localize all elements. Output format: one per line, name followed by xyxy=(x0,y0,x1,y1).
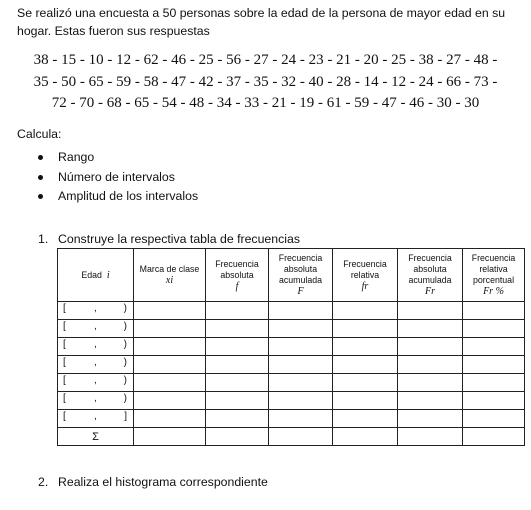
data-line: 35 - 50 - 65 - 59 - 58 - 47 - 42 - 37 - 35 - 32 - 40 - 28 - 14 - 12 - 24 - 66 - 73 - xyxy=(33,73,498,90)
header-frecuencia-relativa: Frecuencia relativa fr xyxy=(333,249,398,302)
table-row xyxy=(58,320,525,338)
question-2: 2. Realiza el histograma correspondiente xyxy=(38,475,268,489)
list-item: Número de intervalos xyxy=(38,170,198,190)
list-item: Rango xyxy=(38,150,198,170)
survey-data xyxy=(0,50,531,115)
data-line: 38 - 15 - 10 - 12 - 62 - 46 - 25 - 56 - 27 - 24 - 23 - 21 - 20 - 25 - 38 - 27 - 48 - xyxy=(33,52,498,68)
header-frecuencia-porcentual: Frecuencia relativa porcentual Fr % xyxy=(463,249,525,302)
table-header-row xyxy=(58,249,525,302)
header-marca-clase: Marca de clase xi xyxy=(134,249,206,302)
table-row xyxy=(58,392,525,410)
frequency-table xyxy=(57,248,525,446)
bullet-icon xyxy=(38,194,43,199)
interval-cell: [ , ) xyxy=(63,393,127,404)
table-row xyxy=(58,410,525,428)
interval-cell: [ , ) xyxy=(63,321,127,332)
header-frecuencia-relativa-acumulada: Frecuencia absoluta acumulada Fr xyxy=(398,249,463,302)
table-row xyxy=(58,356,525,374)
table-row xyxy=(58,338,525,356)
bullet-icon xyxy=(38,175,43,180)
interval-cell: [ , ) xyxy=(63,303,127,314)
interval-cell: [ , ] xyxy=(63,411,127,422)
list-item: Amplitud de los intervalos xyxy=(38,189,198,209)
intro-paragraph: Se realizó una encuesta a 50 personas sobre la edad de la persona de mayor edad en su hogar. Estas fueron sus respuestas xyxy=(17,6,506,38)
calc-label: Calcula: xyxy=(17,127,62,141)
interval-cell: [ , ) xyxy=(63,375,127,386)
interval-cell: [ , ) xyxy=(63,339,127,350)
bullet-icon xyxy=(38,155,43,160)
question-1: 1. Construye la respectiva tabla de frecuencias xyxy=(38,232,300,246)
header-edad: Edad i xyxy=(58,249,134,302)
table-row xyxy=(58,374,525,392)
header-frecuencia-absoluta: Frecuencia absoluta f xyxy=(206,249,269,302)
table-row xyxy=(58,302,525,320)
header-frecuencia-absoluta-acumulada: Frecuencia absoluta acumulada F xyxy=(269,249,333,302)
table-sum-row xyxy=(58,428,525,446)
calc-list xyxy=(38,150,198,209)
data-line: 72 - 70 - 68 - 65 - 54 - 48 - 34 - 33 - 21 - 19 - 61 - 59 - 47 - 46 - 30 - 30 xyxy=(51,95,480,111)
sigma-icon: Σ xyxy=(92,430,99,443)
interval-cell: [ , ) xyxy=(63,357,127,368)
